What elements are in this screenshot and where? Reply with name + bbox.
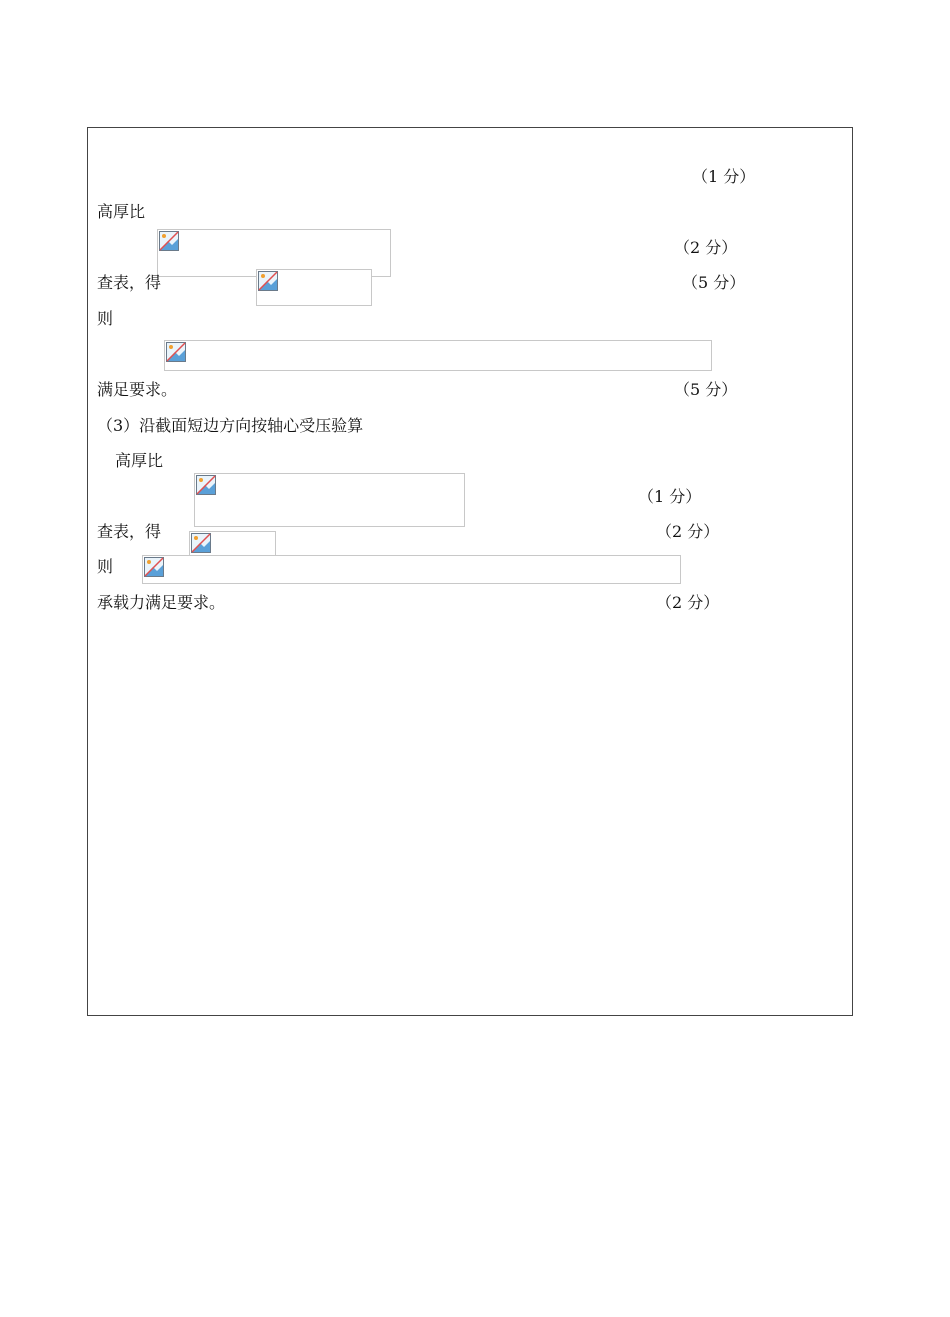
conclusion-text: 承载力满足要求。 <box>97 593 226 612</box>
lookup-label: 查表，得 <box>97 522 162 541</box>
score-label: （2 分） <box>656 522 720 541</box>
lookup-label: 查表，得 <box>97 273 162 292</box>
broken-image-icon <box>258 271 278 291</box>
score-label: （2 分） <box>656 593 720 612</box>
section-heading: （3）沿截面短边方向按轴心受压验算 <box>97 416 364 435</box>
broken-image-icon <box>191 533 211 553</box>
slenderness-label: 高厚比 <box>115 451 164 470</box>
formula-image <box>164 340 712 371</box>
formula-image <box>189 531 276 558</box>
score-label: （2 分） <box>674 238 738 257</box>
conclusion-text: 满足要求。 <box>97 380 178 399</box>
broken-image-icon <box>166 342 186 362</box>
slenderness-label: 高厚比 <box>97 202 146 221</box>
broken-image-icon <box>159 231 179 251</box>
then-label: 则 <box>97 309 114 328</box>
score-label: （1 分） <box>638 487 702 506</box>
score-label: （5 分） <box>682 273 746 292</box>
score-label: （5 分） <box>674 380 738 399</box>
broken-image-icon <box>196 475 216 495</box>
formula-image <box>194 473 465 527</box>
broken-image-icon <box>144 557 164 577</box>
formula-image <box>256 269 372 306</box>
formula-image <box>142 555 681 584</box>
then-label: 则 <box>97 557 114 576</box>
score-label: （1 分） <box>692 167 756 186</box>
